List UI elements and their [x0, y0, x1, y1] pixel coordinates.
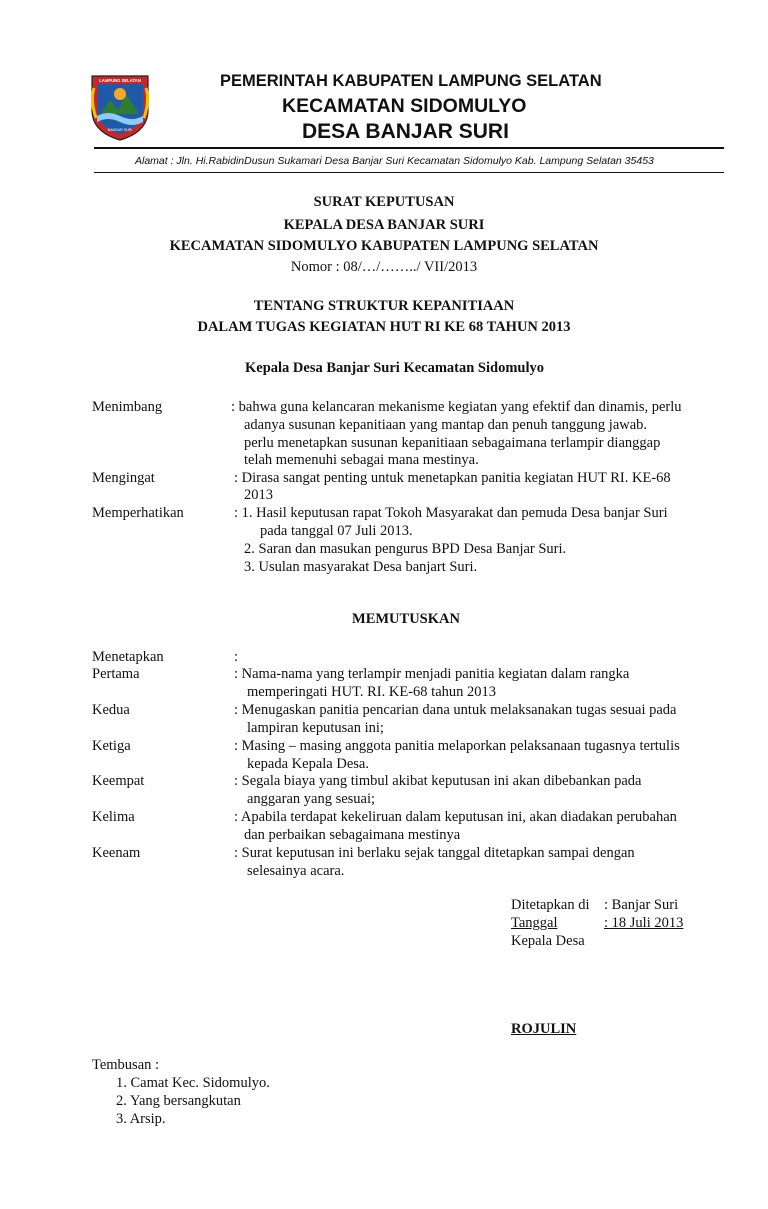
decision-line: selesainya acara.	[247, 863, 345, 879]
decision-line: memperingati HUT. RI. KE-68 tahun 2013	[247, 684, 496, 700]
menimbang-line: : bahwa guna kelancaran mekanisme kegiatan yang efektif dan dinamis, perlu	[231, 399, 682, 415]
decision-line: :	[234, 649, 239, 665]
signature-place-value: : Banjar Suri	[604, 897, 679, 913]
decision-line: lampiran keputusan ini;	[247, 720, 384, 736]
decree-subject-2: DALAM TUGAS KEGIATAN HUT RI KE 68 TAHUN 2013	[197, 319, 571, 335]
letterhead-village: DESA BANJAR SURI	[302, 120, 509, 143]
tembusan-item: 3. Arsip.	[116, 1111, 166, 1127]
decision-line: dan perbaikan sebagaimana mestinya	[244, 827, 461, 843]
signature-date-value: : 18 Juli 2013	[604, 915, 684, 931]
decree-authority: Kepala Desa Banjar Suri Kecamatan Sidomulyo	[245, 360, 545, 376]
decision-label: Kedua	[92, 702, 130, 718]
letterhead-district: KECAMATAN SIDOMULYO	[282, 95, 527, 117]
decree-title: SURAT KEPUTUSAN	[313, 194, 455, 210]
logo-text-bottom: BANDAR SURI	[107, 128, 133, 132]
memperhatikan-line: 2. Saran dan masukan pengurus BPD Desa Banjar Suri.	[244, 541, 567, 557]
decision-line: : Surat keputusan ini berlaku sejak tanggal ditetapkan sampai dengan	[234, 845, 635, 861]
letterhead-government: PEMERINTAH KABUPATEN LAMPUNG SELATAN	[220, 72, 602, 90]
memperhatikan-line: pada tanggal 07 Juli 2013.	[260, 523, 413, 539]
memutuskan-heading: MEMUTUSKAN	[352, 611, 460, 627]
logo-text-top: LAMPUNG SELATAN	[99, 78, 141, 83]
signature-position: Kepala Desa	[511, 933, 585, 949]
menimbang-line: telah memenuhi sebagai mana mestinya.	[244, 452, 479, 468]
menimbang-line: adanya susunan kepanitiaan yang mantap dan penuh tanggung jawab.	[244, 417, 648, 433]
signature-place-label: Ditetapkan di	[511, 897, 590, 913]
memperhatikan-line: 3. Usulan masyarakat Desa banjart Suri.	[244, 559, 478, 575]
mengingat-line: : Dirasa sangat penting untuk menetapkan panitia kegiatan HUT RI. KE-68	[234, 470, 671, 486]
decision-label: Keempat	[92, 773, 145, 789]
decree-number: Nomor : 08/…/……../ VII/2013	[290, 259, 478, 275]
tembusan-title: Tembusan :	[92, 1057, 160, 1073]
decision-line: : Nama-nama yang terlampir menjadi panitia kegiatan dalam rangka	[234, 666, 630, 682]
decree-subject-1: TENTANG STRUKTUR KEPANITIAAN	[253, 298, 515, 314]
decision-line: anggaran yang sesuai;	[247, 791, 376, 807]
memperhatikan-line: : 1. Hasil keputusan rapat Tokoh Masyarakat dan pemuda Desa banjar Suri	[234, 505, 668, 521]
mengingat-label: Mengingat	[92, 470, 155, 486]
decision-line: : Menugaskan panitia pencarian dana untuk melaksanakan tugas sesuai pada	[234, 702, 677, 718]
decree-region: KECAMATAN SIDOMULYO KABUPATEN LAMPUNG SELATAN	[169, 238, 599, 254]
decision-line: kepada Kepala Desa.	[247, 756, 369, 772]
decision-line: : Masing – masing anggota panitia melaporkan pelaksanaan tugasnya tertulis	[234, 738, 680, 754]
decision-label: Ketiga	[92, 738, 131, 754]
decree-issuer-title: KEPALA DESA BANJAR SURI	[283, 217, 485, 233]
letterhead-rule-thin	[94, 172, 724, 173]
menimbang-label: Menimbang	[92, 399, 163, 415]
decision-line: : Segala biaya yang timbul akibat keputusan ini akan dibebankan pada	[234, 773, 642, 789]
memperhatikan-label: Memperhatikan	[92, 505, 184, 521]
decision-label: Keenam	[92, 845, 141, 861]
decision-label: Menetapkan	[92, 649, 164, 665]
letterhead-address: Alamat : Jln. Hi.RabidinDusun Sukamari Desa Banjar Suri Kecamatan Sidomulyo Kab. Lampung Selatan 35453	[135, 155, 654, 167]
decision-line: : Apabila terdapat kekeliruan dalam keputusan ini, akan diadakan perubahan	[234, 809, 677, 825]
signatory-name: ROJULIN	[511, 1021, 577, 1037]
signature-date-label	[511, 914, 604, 932]
regency-logo	[88, 70, 152, 142]
tembusan-item: 2. Yang bersangkutan	[116, 1093, 241, 1109]
decision-label: Kelima	[92, 809, 135, 825]
letterhead-rule-thick	[94, 147, 724, 149]
signature-date-label-text: Tanggal	[511, 915, 558, 931]
menimbang-line: perlu menetapkan susunan kepanitiaan sebagaimana terlampir dianggap	[244, 435, 661, 451]
tembusan-item: 1. Camat Kec. Sidomulyo.	[116, 1075, 270, 1091]
decision-label: Pertama	[92, 666, 140, 682]
mengingat-line: 2013	[244, 487, 273, 503]
